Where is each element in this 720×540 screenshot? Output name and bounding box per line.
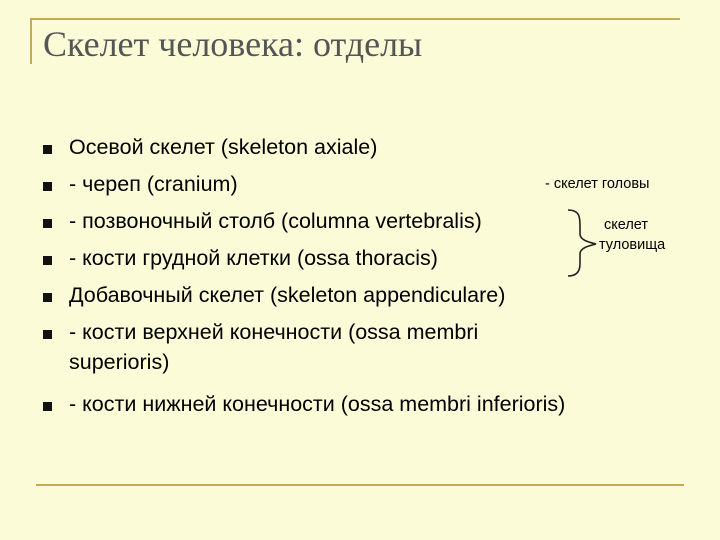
bullet-square-icon (43, 219, 52, 228)
list-item: - череп (cranium) (69, 172, 238, 196)
right-brace-icon (566, 208, 600, 278)
list-item: Осевой скелет (skeleton axiale) (69, 135, 378, 159)
bullet-square-icon (43, 182, 52, 191)
note-head-skeleton: - скелет головы (545, 176, 650, 192)
note-trunk-skeleton-line2: туловища (599, 237, 666, 253)
bullet-square-icon (43, 293, 52, 302)
list-item: - кости грудной клетки (ossa thoracis) (69, 246, 438, 270)
footer-rule (36, 484, 684, 486)
list-item: - кости нижней конечности (ossa membri inferioris) (69, 392, 566, 416)
list-item-continuation: superioris) (69, 350, 170, 374)
list-item: - позвоночный столб (columna vertebralis) (69, 209, 482, 233)
bullet-square-icon (43, 256, 52, 265)
title-top-rule (30, 18, 680, 20)
bullet-square-icon (43, 145, 52, 154)
bullet-square-icon (43, 330, 52, 339)
slide-title: Скелет человека: отделы (43, 24, 423, 64)
title-left-rule (30, 18, 32, 64)
bullet-square-icon (43, 402, 52, 411)
note-trunk-skeleton-line1: скелет (604, 217, 649, 233)
list-item: Добавочный скелет (skeleton appendiculare) (69, 283, 506, 307)
list-item: - кости верхней конечности (ossa membri (69, 320, 479, 344)
